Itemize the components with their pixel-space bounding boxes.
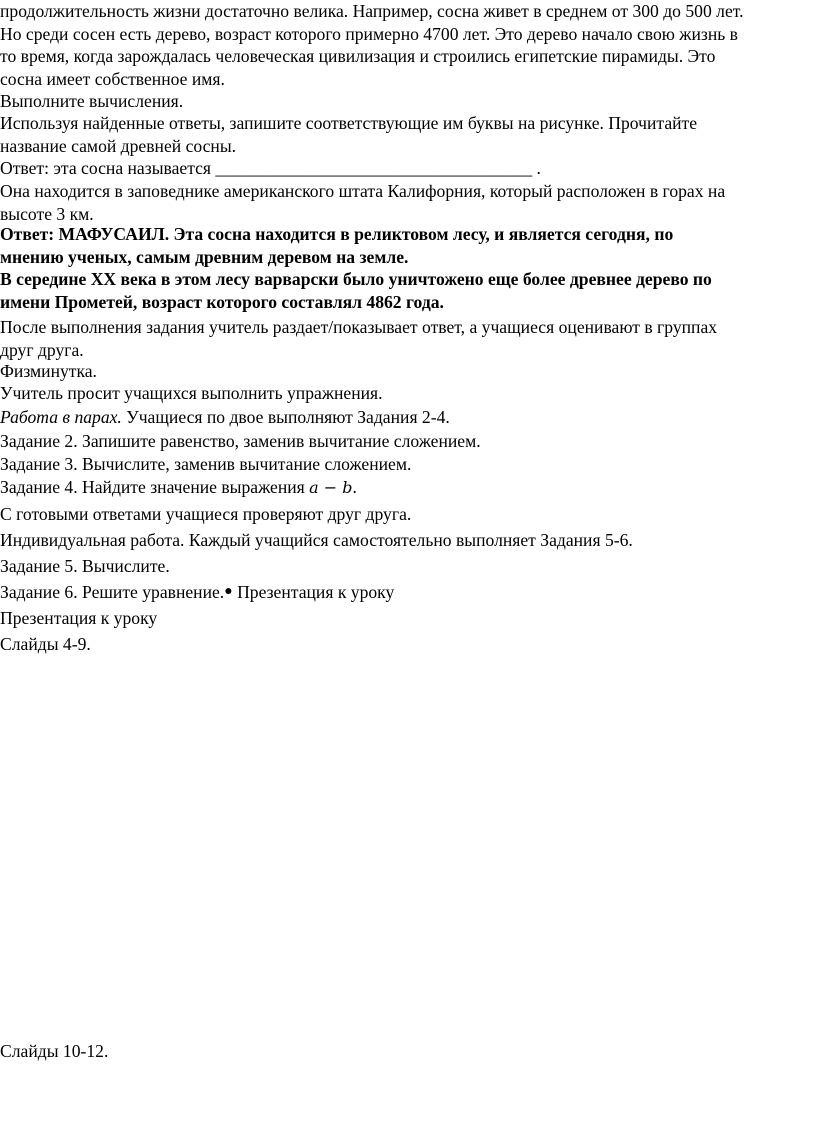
paragraph-calculate: Выполните вычисления. xyxy=(0,91,184,111)
paragraph-evaluation xyxy=(0,316,812,361)
answer-prefix: Ответ: эта сосна называется xyxy=(0,158,216,178)
text-line: высоте 3 км. xyxy=(0,203,94,224)
task-2: Задание 2. Запишите равенство, заменив вычитание сложением. xyxy=(0,431,481,451)
text-line: Ответ: МАФУСАИЛ. Эта сосна находится в реликтовом лесу, и является сегодня, по xyxy=(0,224,674,244)
math-expression: a − b xyxy=(309,478,353,497)
text-line: Она находится в заповеднике американского штата Калифорния, который расположен в горах на xyxy=(0,181,726,201)
paragraph-check-answers: С готовыми ответами учащиеся проверяют друг друга. xyxy=(0,504,412,524)
task-4-end: . xyxy=(352,477,357,497)
paragraph-pair-work xyxy=(0,406,812,429)
text-line: В середине XX века в этом лесу варварски было уничтожено еще более древнее дерево по xyxy=(0,269,712,289)
task-6 xyxy=(0,581,812,607)
paragraph-answer-blank xyxy=(0,157,812,180)
paragraph-instructions xyxy=(0,112,812,157)
task-3: Задание 3. Вычислите, заменив вычитание сложением. xyxy=(0,454,412,474)
bold-answer-paragraph xyxy=(0,223,812,268)
paragraph-presentation: Презентация к уроку xyxy=(0,608,158,628)
bold-prometheus-paragraph xyxy=(0,268,812,313)
text-line: то время, когда зарождалась человеческая цивилизация и строились египетские пирамиды. Это xyxy=(0,46,716,66)
text-line: После выполнения задания учитель раздает/показывает ответ, а учащиеся оценивают в группах xyxy=(0,317,718,337)
text-line: Но среди сосен есть дерево, возраст которого примерно 4700 лет. Это дерево начало свою жизнь в xyxy=(0,23,738,44)
paragraph-pine-intro xyxy=(0,0,812,90)
text-line: мнению ученых, самым древним деревом на земле. xyxy=(0,246,409,267)
text-line: друг друга. xyxy=(0,339,84,360)
paragraph-slides-10-12: Слайды 10-12. xyxy=(0,1041,109,1061)
task-6-text: Задание 6. Решите уравнение. xyxy=(0,582,225,602)
text-line: продолжительность жизни достаточно велика. Например, сосна живет в среднем от 300 до 500 лет. xyxy=(0,1,744,21)
paragraph-fizminutka: Физминутка. xyxy=(0,361,97,381)
text-line: название самой древней сосны. xyxy=(0,135,237,156)
answer-blank: ____________________________________ xyxy=(215,158,533,178)
paragraph-slides-4-9: Слайды 4-9. xyxy=(0,634,91,654)
paragraph-individual-work: Индивидуальная работа. Каждый учащийся самостоятельно выполняет Задания 5-6. xyxy=(0,530,633,550)
task-4 xyxy=(0,476,812,500)
presentation-link[interactable]: Презентация к уроку xyxy=(232,582,395,602)
text-line: сосна имеет собственное имя. xyxy=(0,68,225,89)
answer-suffix: . xyxy=(532,158,541,178)
pair-work-label: Работа в парах. xyxy=(0,407,122,427)
text-line: Используя найденные ответы, запишите соответствующие им буквы на рисунке. Прочитайте xyxy=(0,113,698,133)
task-5: Задание 5. Вычислите. xyxy=(0,556,170,576)
pair-work-text: Учащиеся по двое выполняют Задания 2-4. xyxy=(121,407,450,427)
paragraph-exercises: Учитель просит учащихся выполнить упражнения. xyxy=(0,383,383,403)
text-line: имени Прометей, возраст которого составлял 4862 года. xyxy=(0,291,444,312)
task-4-text: Задание 4. Найдите значение выражения xyxy=(0,477,310,497)
bullet-icon: ● xyxy=(224,584,233,599)
paragraph-california xyxy=(0,180,812,225)
